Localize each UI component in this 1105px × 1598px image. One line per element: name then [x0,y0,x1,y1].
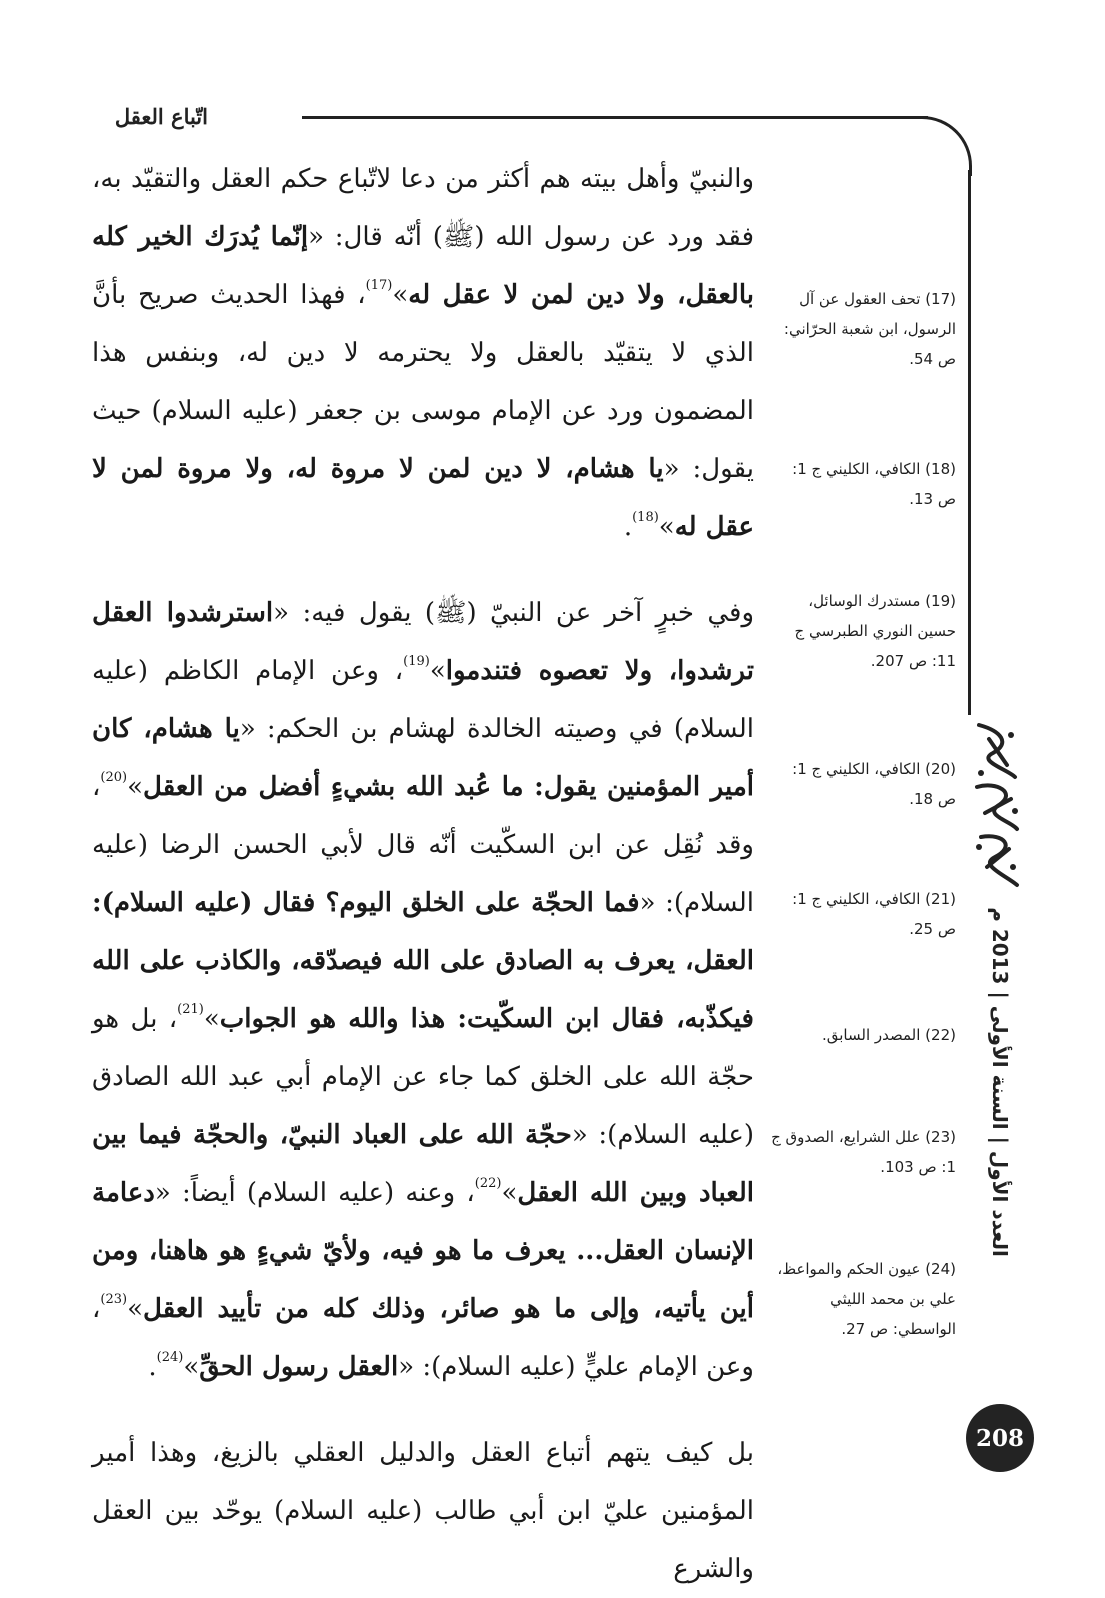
paragraph [92,1424,754,1598]
footnote-19: (19) مستدرك الوسائل، حسين النوري الطبرسي ج 11: ص 207. [794,592,956,670]
footnote-ref: (21) [177,1002,204,1017]
journal-logo [968,716,1026,894]
footnote-24: (24) عيون الحكم والمواعظ، علي بن محمد الليثي الواسطي: ص 27. [777,1260,956,1338]
footnote-ref: (22) [474,1176,502,1191]
paragraph [92,150,754,556]
text-run: ، فهذا الحديث صريح بأنَّ الذي لا يتقيّد بالعقل ولا يحترمه لا دين له، وبنفس هذا المضمون ورد عن الإمام موسى بن جعفر (عليه السلام) حيث يقول: « [92,280,754,484]
quoted-text: يا هشام، كان أمير المؤمنين يقول: ما عُبد الله بشيءٍ أفضل من العقل [92,714,754,802]
journal-logo-calligraphy [971,717,1023,893]
footnote-ref: (18) [632,510,659,525]
text-run: » [658,512,675,542]
page-number: 208 [966,1404,1034,1472]
footnote-20: (20) الكافي، الكليني ج 1: ص 18. [792,760,956,808]
footnote-ref: (19) [403,654,430,669]
text-run: » [203,1004,220,1034]
text-run: . [623,512,633,542]
text-run: والنبيّ وأهل بيته هم أكثر من دعا لاتّباع حكم العقل والتقيّد به، فقد ورد عن رسول الله (ﷺ) أنّه قال: « [92,164,755,252]
quoted-text: يا هشام، لا دين لمن لا مروة له، ولا مروة لمن لا عقل له [92,454,754,542]
footnote-17: (17) تحف العقول عن آل الرسول، ابن شعبة الحرّاني: ص 54. [783,290,956,368]
text-run: وفي خبرٍ آخر عن النبيّ (ﷺ) يقول فيه: « [273,598,755,628]
text-run: » [183,1352,200,1382]
journal-issue-label [980,907,1020,1257]
text-run: ، وعن الإمام الكاظم (عليه السلام) في وصيته الخالدة لهشام بن الحكم: « [92,656,754,744]
footnote-ref: (24) [156,1350,184,1365]
paragraph [92,584,754,1396]
footnote-ref: (17) [365,278,393,293]
text-run: » [429,656,446,686]
text-run: بل كيف يتهم أتباع العقل والدليل العقلي بالزيغ، وهذا أمير المؤمنين عليّ ابن أبي طالب (عليه السلام) يوحّد بين العقل والشرع [92,1438,754,1584]
quoted-text: إنّما يُدرَك الخير كله بالعقل، ولا دين لمن لا عقل له [92,222,754,310]
quoted-text: دعامة الإنسان العقل... يعرف ما هو فيه، ولأيّ شيءٍ هو هاهنا، ومن أين يأتيه، وإلى ما هو صائر، وذلك كله من تأييد العقل [92,1178,754,1324]
text-run: » [127,1294,144,1324]
text-run: » [501,1178,518,1208]
footnote-ref: (23) [100,1292,128,1307]
footnote-ref: (20) [100,770,128,785]
frame-vertical-rule [968,170,971,715]
text-run: » [392,280,409,310]
quoted-text: حجّة الله على العباد النبيّ، والحجّة فيما بين العباد وبين الله العقل [92,1120,754,1208]
footnote-18: (18) الكافي، الكليني ج 1: ص 13. [792,460,956,508]
issue-text: العدد الأول | السنة الأولى | 2013 م [988,907,1012,1257]
quoted-text: فما الحجّة على الخلق اليوم؟ فقال (عليه السلام): العقل، يعرف به الصادق على الله فيصدّقه، والكاذب على الله فيكذّبه، فقال ابن السكّيت: هذا والله هو الجواب [92,888,754,1034]
footnote-23: (23) علل الشرايع، الصدوق ج 1: ص 103. [771,1128,956,1176]
running-header: اتّباع العقل [114,104,208,129]
quoted-text: العقل رسول الحقِّ [199,1352,399,1382]
text-run: ، بل هو حجّة الله على الخلق كما جاء عن الإمام أبي عبد الله الصادق (عليه السلام): « [92,1004,755,1150]
footnote-22: (22) المصدر السابق. [821,1026,956,1044]
text-run: ، وعنه (عليه السلام) أيضاً: « [154,1178,475,1208]
text-run: ، وعن الإمام عليٍّ (عليه السلام): « [92,1294,754,1382]
text-run: ، وقد نُقِل عن ابن السكّيت أنّه قال لأبي الحسن الرضا (عليه السلام): « [92,772,754,918]
text-run: . [148,1352,157,1382]
body-text [92,150,754,1598]
frame-corner [918,116,972,176]
footnote-21: (21) الكافي، الكليني ج 1: ص 25. [792,890,956,938]
text-run: » [127,772,144,802]
header-rule [302,116,928,119]
quoted-text: استرشدوا العقل ترشدوا، ولا تعصوه فتندموا [92,598,754,686]
